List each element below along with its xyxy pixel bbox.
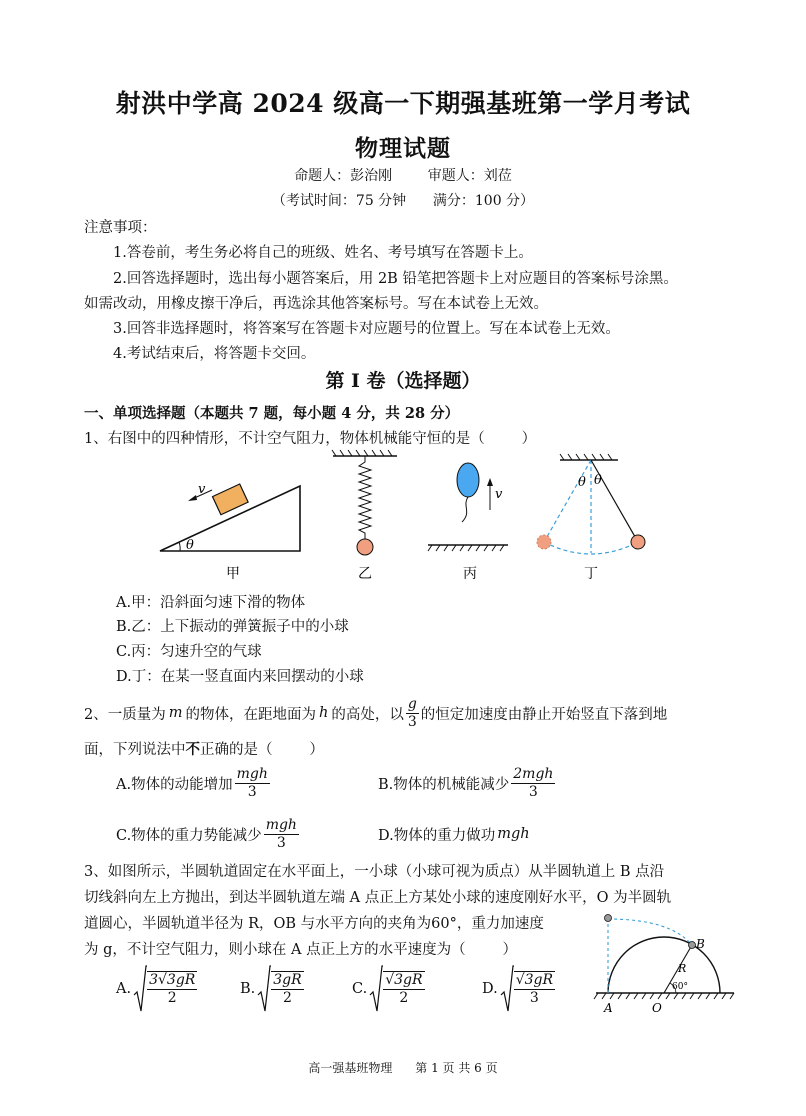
pendulum-theta-right: θ: [594, 473, 602, 488]
theta-symbol: θ: [186, 538, 194, 553]
angle-label: 60°: [672, 982, 688, 992]
q3-line-2: 切线斜向左上方抛出，到达半圆轨道左端 A 点正上方某处小球的速度刚好水平，O 为半圆轨: [84, 890, 672, 906]
q3-line-1: 3、如图所示，半圆轨道固定在水平面上，一小球（小球可视为质点）从半圆轨道上 B 点沿: [84, 864, 665, 880]
point-b-label: B: [696, 937, 705, 951]
q1-option-b: B.乙：上下振动的弹簧振子中的小球: [116, 619, 349, 635]
notice-item-4: 4.考试结束后，将答题卡交回。: [113, 346, 316, 362]
q3-line-3: 道圆心，半圆轨道半径为 R，OB 与水平方向的夹角为60°，重力加速度: [84, 916, 544, 932]
pendulum-diagram: [537, 454, 645, 554]
q3-option-b: B. $\frac{3gR}{2}$: [240, 962, 306, 1016]
q1-stem: 1、右图中的四种情形，不计空气阻力，物体机械能守恒的是（ ）: [84, 431, 537, 447]
notice-heading: 注意事项：: [84, 220, 157, 236]
q2-option-c: C.物体的重力势能减少 $\frac{\text{mgh}}{3}$: [116, 816, 297, 851]
exam-title: 射洪中学高 2024 级高一下期强基班第一学月考试: [115, 89, 691, 118]
authors-line: 命题人：彭治刚 审题人：刘莅: [294, 168, 512, 184]
q3-figure: [590, 905, 740, 1017]
q3-line-4: 为 g，不计空气阻力，则小球在 A 点正上方的水平速度为（ ）: [84, 942, 517, 958]
notice-item-3: 3.回答非选择题时，将答案写在答题卡对应题号的位置上。写在本试卷上无效。: [113, 321, 620, 337]
q3-option-a: A. $\frac{3√3gR}{2}$: [116, 962, 199, 1016]
spring-diagram: [332, 450, 397, 555]
label-jia: 甲: [226, 566, 240, 582]
notice-item-1: 1.答卷前，考生务必将自己的班级、姓名、考号填写在答题卡上。: [113, 245, 533, 261]
notice-item-2: 2.回答选择题时，选出每小题答案后，用 2B 铅笔把答题卡上对应题目的答案标号涂黑。: [113, 271, 678, 287]
q2-fraction: $\frac{g}{3}$: [407, 695, 417, 730]
incline-diagram: [160, 482, 300, 553]
q2-option-d: D.物体的重力做功 mgh: [378, 826, 530, 844]
exam-subtitle: 物理试题: [355, 135, 451, 162]
page-footer: 高一强基班物理 第 1 页 共 6 页: [308, 1061, 498, 1075]
q2-stem-line2: 面，下列说法中不正确的是（ ）: [84, 741, 324, 758]
pendulum-theta-left: θ: [578, 475, 586, 490]
part-title: 一、单项选择题（本题共 7 题，每小题 4 分，共 28 分）: [84, 405, 460, 422]
q3-option-c: C. $\frac{√3gR}{2}$: [352, 962, 427, 1016]
q2-option-a: A.物体的动能增加 $\frac{\text{mgh}}{3}$: [116, 765, 268, 800]
notice-item-2-cont: 如需改动，用橡皮擦干净后，再选涂其他答案标号。写在本试卷上无效。: [84, 296, 548, 312]
label-yi: 乙: [358, 566, 372, 582]
section-title: 第 I 卷（选择题）: [325, 370, 481, 392]
q2-option-b: B.物体的机械能减少 $\frac{\text{2mgh}}{3}$: [378, 765, 554, 800]
label-bing: 丙: [463, 566, 477, 582]
balloon-velocity-symbol: v: [495, 487, 503, 502]
q1-figure: [150, 448, 670, 588]
balloon-diagram: [428, 463, 508, 551]
q2-stem-line1: 2、一质量为 m 的物体，在距地面为 h 的高处，以 $\frac{g}{3}$ 的恒定加速度由静止开始竖直下落到地: [84, 695, 668, 730]
q1-option-c: C.丙：匀速升空的气球: [116, 644, 262, 660]
radius-label: R: [678, 962, 687, 975]
velocity-symbol: v: [198, 482, 206, 497]
exam-info-line: （考试时间：75 分钟 满分：100 分）: [271, 193, 535, 209]
q3-option-d: D. $\frac{√3gR}{3}$: [482, 962, 557, 1016]
point-o-label: O: [652, 1001, 662, 1015]
label-ding: 丁: [584, 566, 598, 582]
point-a-label: A: [604, 1001, 613, 1015]
q1-option-d: D.丁：在某一竖直面内来回摆动的小球: [116, 669, 364, 685]
q1-option-a: A.甲：沿斜面匀速下滑的物体: [116, 595, 306, 611]
